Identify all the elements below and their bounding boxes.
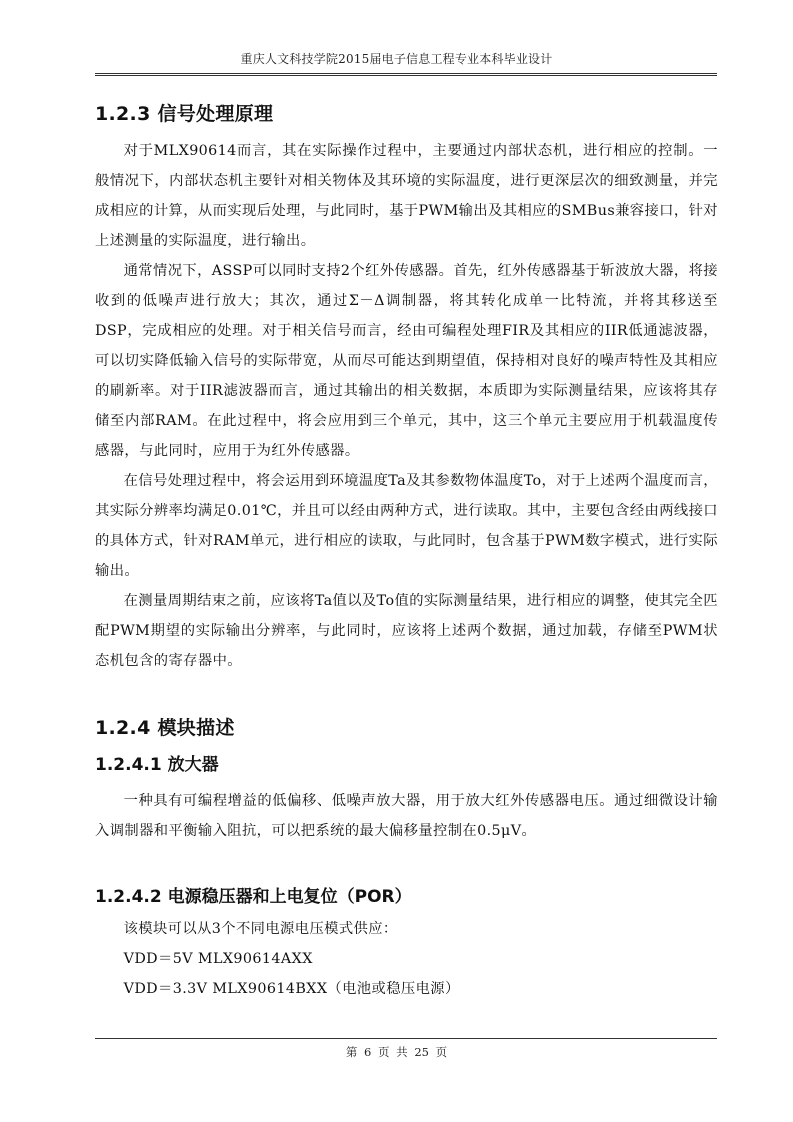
section-heading-1-2-4-1: 1.2.4.1 放大器: [95, 755, 219, 775]
paragraph: 在信号处理过程中，将会运用到环境温度Ta及其参数物体温度To，对于上述两个温度而言，其实际分辨率均满足0.01℃，并且可以经由两种方式，进行读取。其中，主要包含经由两线接口的具体方式，针对RAM单元，进行相应的读取，与此同时，包含基于PWM数字模式，进行实际输出。: [95, 473, 718, 579]
header-divider-secondary: [95, 75, 717, 76]
text-line: VDD＝3.3V MLX90614BXX（电池或稳压电源）: [123, 981, 460, 997]
header-divider: [95, 73, 717, 74]
page-number: 第 6 页 共 25 页: [345, 1045, 448, 1059]
text-line: 该模块可以从3个不同电源电压模式供应：: [123, 921, 398, 937]
footer-divider: [95, 1038, 717, 1039]
page-header-title: 重庆人文科技学院2015届电子信息工程专业本科毕业设计: [240, 52, 553, 66]
section-heading-1-2-4: 1.2.4 模块描述: [95, 717, 235, 739]
paragraph: 通常情况下，ASSP可以同时支持2个红外传感器。首先，红外传感器基于斩波放大器，将接收到的低噪声进行放大；其次，通过Σ－Δ调制器，将其转化成单一比特流，并将其移送至DSP，完成相应的处理。对于相关信号而言，经由可编程处理FIR及其相应的IIR低通滤波器，可以切实降低输入信号的实际带宽，从而尽可能达到期望值，保持相对良好的噪声特性及其相应的刷新率。对于IIR滤波器而言，通过其输出的相关数据，本质即为实际测量结果，应该将其存储至内部RAM。在此过程中，将会应用到三个单元，其中，这三个单元主要应用于机载温度传感器，与此同时，应用于为红外传感器。: [95, 263, 718, 459]
section-heading-1-2-3: 1.2.3 信号处理原理: [95, 103, 274, 125]
text-line: VDD＝5V MLX90614AXX: [123, 951, 313, 967]
section-heading-1-2-4-2: 1.2.4.2 电源稳压器和上电复位（POR）: [95, 887, 412, 907]
document-body: [95, 96, 718, 1004]
paragraph: 在测量周期结束之前，应该将Ta值以及To值的实际测量结果，进行相应的调整，使其完全匹配PWM期望的实际输出分辨率，与此同时，应该将上述两个数据，通过加载，存储至PWM状态机包含的寄存器中。: [95, 593, 718, 669]
paragraph: 对于MLX90614而言，其在实际操作过程中，主要通过内部状态机，进行相应的控制。一般情况下，内部状态机主要针对相关物体及其环境的实际温度，进行更深层次的细致测量，并完成相应的计算，从而实现后处理，与此同时，基于PWM输出及其相应的SMBus兼容接口，针对上述测量的实际温度，进行输出。: [95, 143, 718, 249]
paragraph: 一种具有可编程增益的低偏移、低噪声放大器，用于放大红外传感器电压。通过细微设计输入调制器和平衡输入阻抗，可以把系统的最大偏移量控制在0.5μV。: [95, 793, 718, 839]
